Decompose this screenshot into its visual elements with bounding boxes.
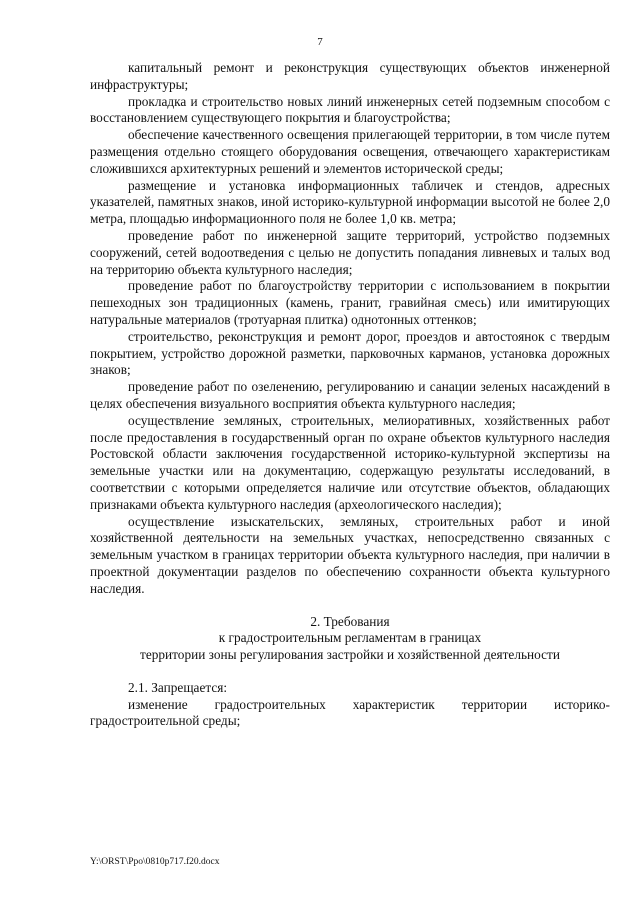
paragraph-9: осуществление земляных, строительных, мелиоративных, хозяйственных работ после предоставления в государственный орган по охране объектов культурного наследия Ростовской области заключения государственной историко-культурной экспертизы на земельные участки или на документацию, содержащую результаты исследований, в соответствии с которыми определяется наличие или отсутствие объектов, обладающих признаками объекта культурного наследия (археологического наследия); [90, 412, 610, 512]
paragraph-11: изменение градостроительных характеристик территории историко-градостроительной среды; [90, 696, 610, 729]
subsection-title: 2.1. Запрещается: [128, 679, 228, 695]
paragraph-1: капитальный ремонт и реконструкция существующих объектов инженерной инфраструктуры; [90, 60, 610, 92]
paragraph-7: строительство, реконструкция и ремонт дорог, проездов и автостоянок с твердым покрытием, устройство дорожной разметки, парковочных карманов, установка дорожных знаков; [90, 328, 610, 378]
paragraph-8: проведение работ по озеленению, регулированию и санации зеленых насаждений в целях обеспечения визуального восприятия объекта культурного наследия; [90, 379, 610, 411]
paragraph-2: прокладка и строительство новых линий инженерных сетей подземным способом с восстановлением существующего покрытия и благоустройства; [90, 93, 610, 126]
paragraph-3: обеспечение качественного освещения прилегающей территории, в том числе путем размещения отдельно стоящего оборудования освещения, отвечающего характеристикам сложившихся архитектурных решений и элементов исторической среды; [90, 127, 610, 176]
section-heading [90, 614, 610, 664]
paragraph-5: проведение работ по инженерной защите территорий, устройство подземных сооружений, сетей водоотведения с целью не допустить попадания ливневых и талых вод на территорию объекта культурного наследия; [90, 227, 610, 277]
page-number: 7 [317, 36, 323, 48]
paragraph-10: осуществление изыскательских, земляных, строительных работ и иной хозяйственной деятельности на земельных участках, непосредственно связанных с земельным участком в границах территории объекта культурного наследия, при наличии в проектной документации разделов по обеспечению сохранности объекта культурного наследия. [90, 513, 610, 596]
footer-file-path: Y:\ORST\Ppo\0810p717.f20.docx [90, 857, 220, 867]
paragraph-4: размещение и установка информационных табличек и стендов, адресных указателей, памятных знаков, иной историко-культурной информации высотой не более 2,0 метра, площадью информационного поля не более 1,0 кв. метра; [90, 177, 610, 227]
section-heading-line-2: к градостроительным регламентам в границах [218, 630, 482, 646]
document-body [90, 60, 610, 730]
section-heading-line-3: территории зоны регулирования застройки и хозяйственной деятельности [140, 647, 560, 663]
paragraph-6: проведение работ по благоустройству территории с использованием в покрытии пешеходных зон традиционных (камень, гранит, гравийная смесь) или имитирующих натуральные материалов (тротуарная плитка) однотонных оттенков; [90, 278, 610, 327]
section-heading-line-1: 2. Требования [310, 613, 390, 629]
